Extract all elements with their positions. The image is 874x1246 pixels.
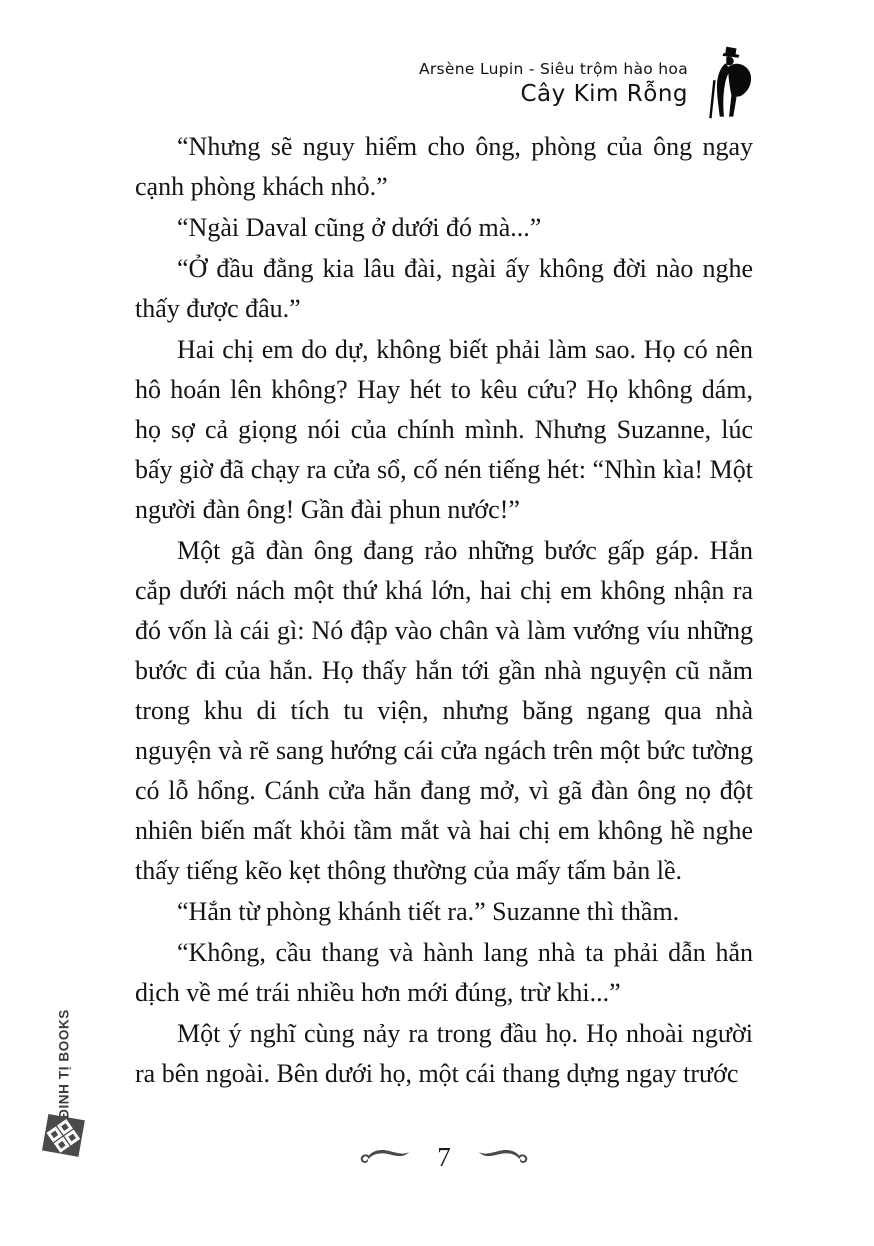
- paragraph: Một ý nghĩ cùng nảy ra trong đầu họ. Họ nhoài người ra bên ngoài. Bên dưới họ, một cái thang dựng ngay trước: [135, 1019, 753, 1088]
- page-footer: [135, 1140, 753, 1174]
- paragraph: Hai chị em do dự, không biết phải làm sao. Họ có nên hô hoán lên không? Hay hét to kêu cứu? Họ không dám, họ sợ cả giọng nói của chính mình. Nhưng Suzanne, lúc bấy giờ đã chạy ra cửa sổ, cố nén tiếng hét: “Nhìn kìa! Một người đàn ông! Gần đài phun nước!”: [135, 335, 753, 524]
- page-number: 7: [437, 1142, 451, 1172]
- book-title: Cây Kim Rỗng: [520, 80, 688, 107]
- series-title: Arsène Lupin - Siêu trộm hào hoa: [418, 59, 688, 78]
- lupin-silhouette-icon: [702, 44, 758, 122]
- paragraph: Một gã đàn ông đang rảo những bước gấp gáp. Hắn cắp dưới nách một thứ khá lớn, hai chị em không nhận ra đó vốn là cái gì: Nó đập vào chân và làm vướng víu những bước đi của hắn. Họ thấy hắn tới gần nhà nguyện cũ nằm trong khu di tích tu viện, nhưng băng ngang qua nhà nguyện và rẽ sang hướng cái cửa ngách trên một bức tường có lỗ hổng. Cánh cửa hẳn đang mở, vì gã đàn ông nọ đột nhiên biến mất khỏi tầm mắt và hai chị em không hề nghe thấy tiếng kẽo kẹt thông thường của mấy tấm bản lề.: [135, 536, 753, 885]
- publisher-name: ĐINH TỊ BOOKS: [56, 1009, 72, 1119]
- body-text: [135, 127, 753, 1094]
- flourish-right-icon: [477, 1146, 529, 1168]
- running-head: [419, 59, 688, 108]
- flourish-left-icon: [359, 1146, 411, 1168]
- page-header: [0, 44, 758, 122]
- paragraph: “Ngài Daval cũng ở dưới đó mà...”: [177, 213, 542, 242]
- publisher-logo-icon: [41, 1112, 87, 1158]
- paragraph: “Nhưng sẽ nguy hiểm cho ông, phòng của ông ngay cạnh phòng khách nhỏ.”: [135, 132, 753, 201]
- paragraph: “Hắn từ phòng khánh tiết ra.” Suzanne thì thầm.: [177, 897, 680, 926]
- paragraph: “Ở đầu đằng kia lâu đài, ngài ấy không đời nào nghe thấy được đâu.”: [135, 254, 753, 323]
- paragraph: “Không, cầu thang và hành lang nhà ta phải dẫn hắn dịch về mé trái nhiều hơn mới đúng, trừ khi...”: [135, 938, 753, 1007]
